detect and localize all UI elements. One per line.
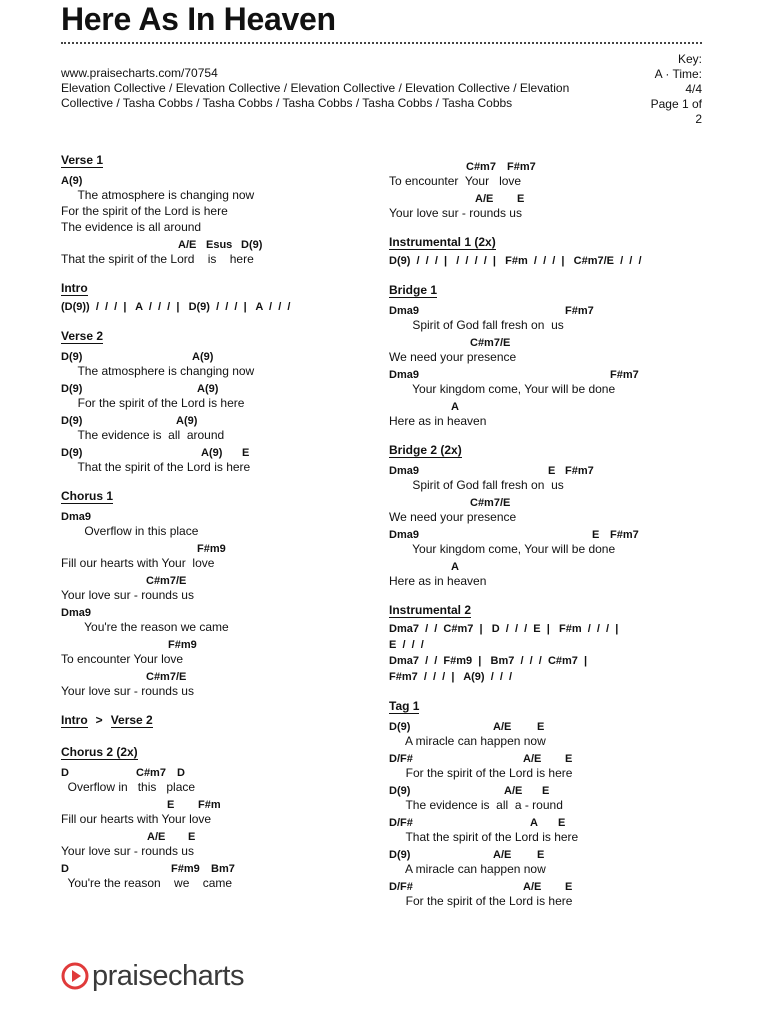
chord: E (542, 785, 550, 797)
chord-line (389, 845, 709, 861)
chord: D(9) (389, 785, 411, 797)
chord: E (565, 881, 573, 893)
chord-line (389, 301, 709, 317)
song-info (592, 52, 702, 127)
section-title: Intro (61, 281, 88, 295)
chord: D(9) (241, 239, 263, 251)
lyric-line: A miracle can happen now (389, 862, 546, 876)
page-of-label: Page 1 of (650, 97, 702, 111)
chord: D/F# (389, 753, 413, 765)
section-title: Intro (61, 713, 88, 727)
chord: E (517, 193, 525, 205)
chord: D/F# (389, 881, 413, 893)
lyric-line: Overflow in this place (61, 524, 199, 538)
section-title: Verse 1 (61, 153, 104, 167)
chord: F#m7 (565, 305, 594, 317)
chord-line (389, 189, 709, 205)
section-title: Instrumental 1 (2x) (389, 235, 496, 249)
lyric-line: That the spirit of the Lord is here (389, 830, 579, 844)
praisecharts-logo (61, 958, 244, 994)
chord: C#m7 (466, 161, 496, 173)
song-section (389, 235, 709, 269)
chord: D(9) (389, 849, 411, 861)
lyric-line: Your kingdom come, Your will be done (389, 382, 616, 396)
chord: F#m (198, 799, 221, 811)
lyric-line: For the spirit of the Lord is here (389, 894, 573, 908)
chord: C#m7 (136, 767, 166, 779)
lyric-line: To encounter Your love (61, 652, 184, 666)
chord-line (389, 877, 709, 893)
lyric-line: For the spirit of the Lord is here (389, 766, 573, 780)
chord: D(9) (61, 447, 83, 459)
chord: E (242, 447, 250, 459)
lyric-line: Your love sur - rounds us (61, 844, 194, 858)
lyric-line: Fill our hearts with Your love (61, 556, 215, 570)
chord: Dma9 (389, 465, 419, 477)
song-title: Here As In Heaven (61, 1, 336, 37)
chord-line (61, 539, 371, 555)
chord-line (389, 813, 709, 829)
chord: A/E (147, 831, 166, 843)
chord: Dma9 (389, 305, 419, 317)
section-title: Verse 2 (61, 329, 104, 343)
chord: E (537, 721, 545, 733)
lyric-line: The evidence is all around (61, 220, 202, 234)
section-title: Instrumental 2 (389, 603, 472, 617)
chord-line (61, 235, 371, 251)
chord: A/E (523, 753, 542, 765)
chord: E (537, 849, 545, 861)
chord-bar-line: Dma7 / / C#m7 | D / / / E | F#m / / / | (389, 623, 619, 635)
chord: F#m9 (168, 639, 197, 651)
chord: A/E (493, 849, 512, 861)
chord-line (61, 171, 371, 187)
chord-line (389, 397, 709, 413)
key-label: Key: (677, 52, 702, 66)
chord: F#m9 (171, 863, 200, 875)
chord: A (451, 561, 459, 573)
chord-line (61, 443, 371, 459)
chord-bar-line: F#m7 / / / | A(9) / / / (389, 671, 513, 683)
chord-line (389, 781, 709, 797)
chord: A (451, 401, 459, 413)
lyric-line: For the spirit of the Lord is here (61, 396, 245, 410)
chord-line (389, 493, 709, 509)
chord: F#m9 (197, 543, 226, 555)
left-column (61, 153, 371, 905)
chord: D (177, 767, 185, 779)
lyric-line: The atmosphere is changing now (61, 364, 255, 378)
chord: D (61, 767, 69, 779)
chord-bar-line: D(9) / / / | / / / / | F#m / / / | C#m7/E / / / (389, 255, 642, 267)
chord-line (389, 157, 709, 173)
song-section (61, 281, 371, 315)
chord: Dma9 (389, 369, 419, 381)
chord: A(9) (176, 415, 198, 427)
lyric-line: Spirit of God fall fresh on us (389, 318, 564, 332)
lyric-line: Your kingdom come, Your will be done (389, 542, 616, 556)
chord-line (389, 525, 709, 541)
chord: E (188, 831, 196, 843)
chord: E (558, 817, 566, 829)
song-section (389, 443, 709, 589)
chord: D(9) (61, 415, 83, 427)
chord-line (389, 557, 709, 573)
chord-line (389, 333, 709, 349)
chord: C#m7/E (146, 671, 187, 683)
artist-list: Elevation Collective / Elevation Collective / Elevation Collective / Elevation Collective / Elevation Collective / Tasha Cobbs / Tasha Cobbs / Tasha Cobbs / Tasha Cobbs / Tasha Cobbs (61, 81, 570, 110)
song-section (389, 699, 709, 909)
chord: Dma9 (389, 529, 419, 541)
chord: A/E (493, 721, 512, 733)
lyric-line: You're the reason we came (61, 620, 229, 634)
lyric-line: Your love sur - rounds us (61, 684, 194, 698)
chord: F#m7 (565, 465, 594, 477)
chord: D(9) (389, 721, 411, 733)
lyric-line: To encounter Your love (389, 174, 522, 188)
chord: Esus (206, 239, 233, 251)
chord-line (61, 411, 371, 427)
time-signature: 4/4 (685, 82, 702, 96)
chord-bar-line: E / / / (389, 639, 424, 651)
chord: A/E (475, 193, 494, 205)
section-title: Chorus 2 (2x) (61, 745, 138, 759)
lyric-line: The evidence is all around (61, 428, 225, 442)
chord: Dma9 (61, 511, 91, 523)
chord: A (530, 817, 538, 829)
chord: Bm7 (211, 863, 235, 875)
chord-line (61, 667, 371, 683)
logo-text: praisecharts (92, 959, 244, 992)
section-title: Bridge 2 (2x) (389, 443, 462, 457)
page-total: 2 (695, 112, 702, 126)
chord-bar-line: (D(9)) / / / | A / / / | D(9) / / / | A / / / (61, 301, 291, 313)
chord: A(9) (61, 175, 83, 187)
chord: D/F# (389, 817, 413, 829)
title-divider (61, 42, 702, 44)
chord: E (565, 753, 573, 765)
song-section (61, 489, 371, 699)
chord: D(9) (61, 351, 83, 363)
song-section (61, 153, 371, 267)
song-section (389, 283, 709, 429)
lyric-line: Fill our hearts with Your love (61, 812, 212, 826)
lyric-line: That the spirit of the Lord is here (61, 460, 251, 474)
section-title: Tag 1 (389, 699, 420, 713)
lyric-line: Your love sur - rounds us (389, 206, 522, 220)
chord: C#m7/E (470, 337, 511, 349)
lyric-line: A miracle can happen now (389, 734, 546, 748)
chord-bar-line: Dma7 / / F#m9 | Bm7 / / / C#m7 | (389, 655, 588, 667)
chord-line (389, 717, 709, 733)
chord-line (389, 461, 709, 477)
chord: C#m7/E (470, 497, 511, 509)
lyric-line: Spirit of God fall fresh on us (389, 478, 564, 492)
chord: Dma9 (61, 607, 91, 619)
lyric-line: The evidence is all a - round (389, 798, 563, 812)
lyric-line: That the spirit of the Lord is here (61, 252, 254, 266)
lyric-line: Here as in heaven (389, 574, 487, 588)
chord: F#m7 (610, 529, 639, 541)
section-flow (61, 713, 371, 731)
lyric-line: We need your presence (389, 510, 517, 524)
chord-line (61, 571, 371, 587)
chord-line (61, 827, 371, 843)
chord: E (167, 799, 175, 811)
song-section (61, 713, 371, 731)
chord-line (389, 365, 709, 381)
song-section (389, 603, 709, 685)
chord-line (61, 347, 371, 363)
lyric-line: You're the reason we came (61, 876, 233, 890)
lyric-line: For the spirit of the Lord is here (61, 204, 228, 218)
chord: F#m7 (610, 369, 639, 381)
chord: A/E (504, 785, 523, 797)
flow-arrow: > (95, 713, 103, 727)
chord: A(9) (197, 383, 219, 395)
play-logo-icon (61, 962, 89, 990)
song-section (61, 329, 371, 475)
song-section (389, 157, 709, 221)
chord-line (389, 749, 709, 765)
chord-line (61, 635, 371, 651)
chord-line (61, 603, 371, 619)
section-title: Chorus 1 (61, 489, 114, 503)
chord: C#m7/E (146, 575, 187, 587)
song-meta (61, 66, 621, 111)
chord: E (548, 465, 556, 477)
chord: A(9) (201, 447, 223, 459)
chord: A/E (523, 881, 542, 893)
chord-line (61, 507, 371, 523)
song-section (61, 745, 371, 891)
chord: F#m7 (507, 161, 536, 173)
chord-line (61, 763, 371, 779)
section-title: Bridge 1 (389, 283, 438, 297)
chord: A/E (178, 239, 197, 251)
chord: A(9) (192, 351, 214, 363)
chord-line (61, 795, 371, 811)
lyric-line: Overflow in this place (61, 780, 196, 794)
key-time-label: A · Time: (654, 67, 702, 81)
chord: D(9) (61, 383, 83, 395)
lyric-line: Here as in heaven (389, 414, 487, 428)
chord: E (592, 529, 600, 541)
right-column (389, 157, 709, 923)
lyric-line: We need your presence (389, 350, 517, 364)
lyric-line: Your love sur - rounds us (61, 588, 194, 602)
chord-line (61, 859, 371, 875)
chord: D (61, 863, 69, 875)
source-url[interactable]: www.praisecharts.com/70754 (61, 66, 218, 80)
section-title: Verse 2 (110, 713, 153, 727)
chord-line (61, 379, 371, 395)
lyric-line: The atmosphere is changing now (61, 188, 255, 202)
